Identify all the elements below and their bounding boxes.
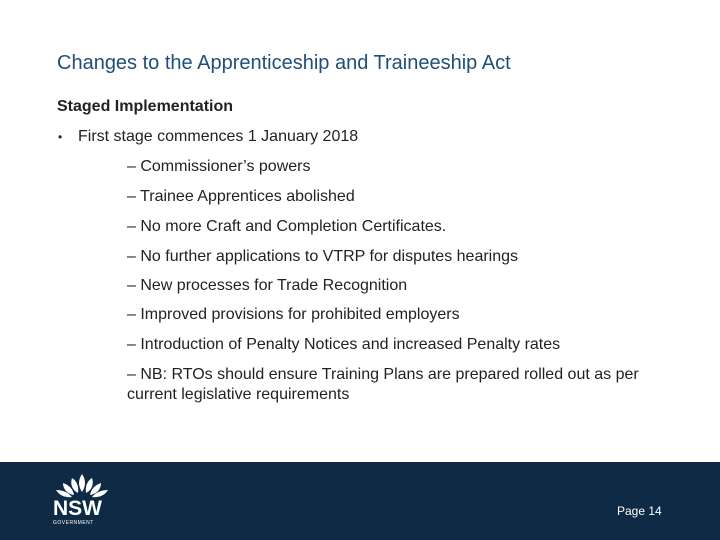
sub-item-nb: – NB: RTOs should ensure Training Plans are prepared rolled out as per current legislative requirements	[127, 366, 639, 403]
sub-item-trade-recognition: – New processes for Trade Recognition	[127, 277, 408, 294]
bullet-marker: •	[58, 130, 63, 144]
sub-item-penalty: – Introduction of Penalty Notices and increased Penalty rates	[127, 336, 561, 353]
bullet-text: First stage commences 1 January 2018	[78, 128, 359, 145]
slide-title: Changes to the Apprenticeship and Traineeship Act	[57, 52, 511, 74]
logo-text: NSW	[53, 497, 102, 520]
slide-subtitle: Staged Implementation	[57, 98, 234, 115]
sub-item-vtrp: – No further applications to VTRP for disputes hearings	[127, 248, 519, 265]
bullet-item	[58, 128, 358, 146]
page-number: Page 14	[617, 504, 662, 518]
sub-item-prohibited-employers: – Improved provisions for prohibited employers	[127, 306, 460, 323]
sub-item-certificates: – No more Craft and Completion Certificates.	[127, 218, 447, 235]
sub-item-commissioner: – Commissioner’s powers	[127, 158, 311, 175]
logo-subtext: GOVERNMENT	[53, 520, 94, 526]
sub-item-trainee: – Trainee Apprentices abolished	[127, 188, 355, 205]
